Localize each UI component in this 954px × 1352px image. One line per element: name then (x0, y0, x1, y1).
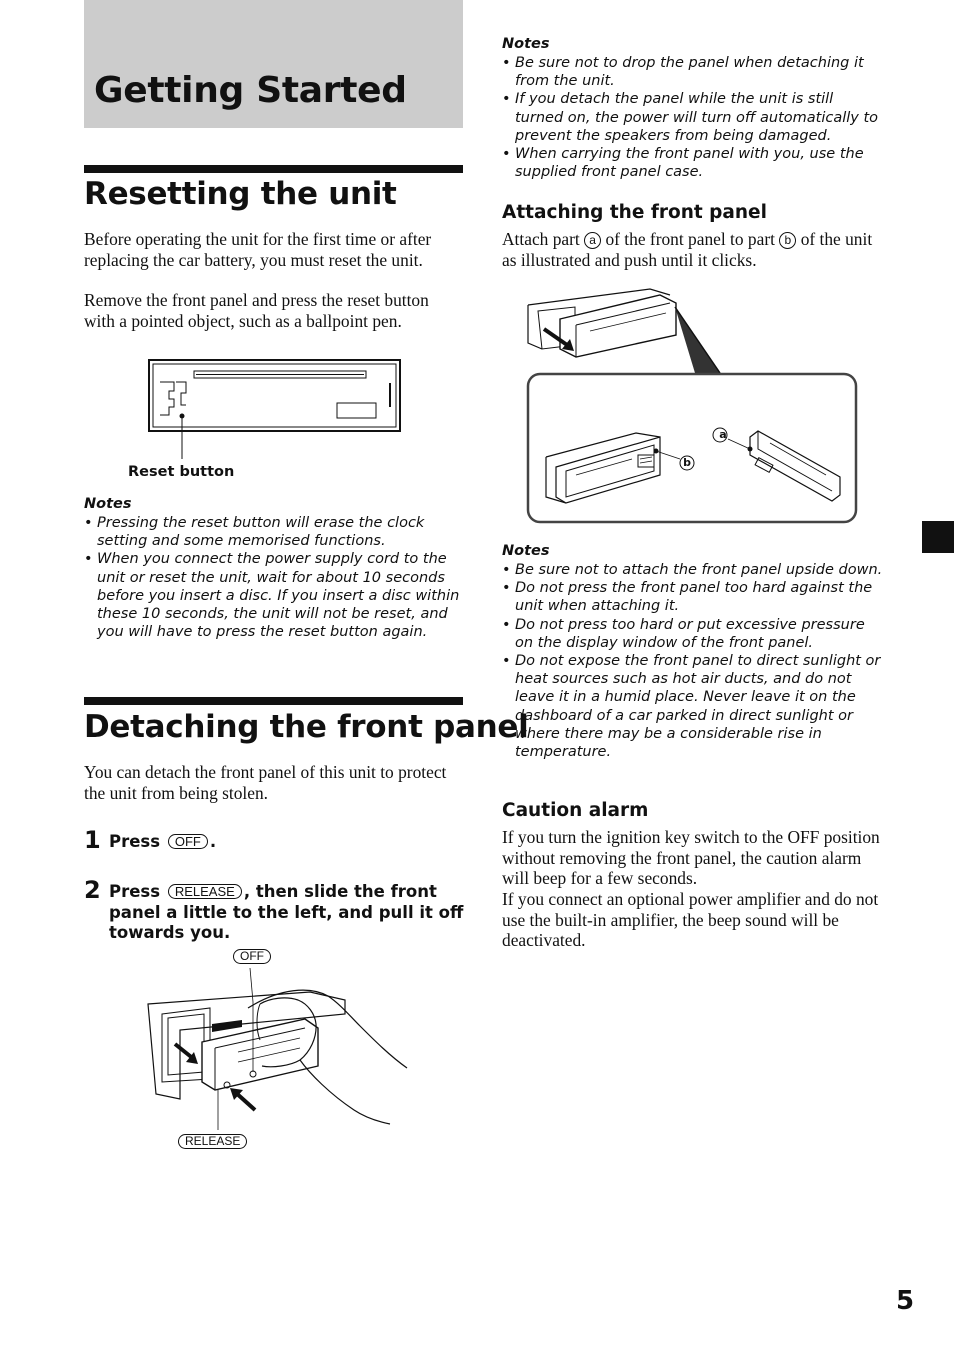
page-number: 5 (896, 1286, 915, 1316)
section-rule-reset (84, 165, 463, 173)
attach-text-1: Attach part (502, 229, 580, 249)
figure-off-label: OFF (233, 949, 271, 964)
attach-note-3: • Do not press too hard or put excessive pressure on the display window of the front panel. (502, 616, 884, 652)
detach-notes-heading: Notes (502, 36, 550, 52)
step-1-suffix: . (209, 832, 217, 851)
step-1-text (109, 832, 464, 853)
caution-heading: Caution alarm (502, 800, 649, 821)
side-thumb-tab (922, 521, 954, 553)
attach-note-2: • Do not press the front panel too hard against the unit when attaching it. (502, 579, 884, 615)
reset-button-figure (140, 355, 410, 465)
reset-para-2: Remove the front panel and press the reset button with a pointed object, such as a ballpoint pen. (84, 290, 429, 331)
detach-illustration (140, 944, 415, 1154)
reset-notes-list (84, 514, 466, 641)
off-key-label: OFF (168, 834, 208, 849)
attach-text-2: of the front panel to part (605, 229, 775, 249)
detach-note-1: • Be sure not to drop the panel when detaching it from the unit. (502, 54, 884, 90)
attach-note-4: • Do not expose the front panel to direct sunlight or heat sources such as hot air ducts, and do not leave it in a humid place. Never leave it on the dashboard of a car parked in direct sunlight or where there may be a considerable rise in temperature. (502, 652, 884, 761)
caution-para-2: If you connect an optional power amplifier and do not use the built-in amplifier, the beep sound will be deactivated. (502, 889, 879, 950)
chapter-title: Getting Started (94, 70, 407, 111)
attach-illustration (520, 285, 865, 530)
figure-release-label: RELEASE (178, 1134, 247, 1149)
step-2-suffix: , then slide the front panel a little to the left, and pull it off towards you. (109, 882, 464, 942)
detach-notes-list (502, 54, 884, 181)
detach-heading: Detaching the front panel (84, 709, 529, 745)
detach-note-3: • When carrying the front panel with you, use the supplied front panel case. (502, 145, 884, 181)
step-1-prefix: Press (109, 832, 161, 851)
reset-note-1: • Pressing the reset button will erase the clock setting and some memorised functions. (84, 514, 466, 550)
attach-heading: Attaching the front panel (502, 202, 767, 223)
reset-notes-heading: Notes (84, 496, 132, 512)
detach-note-2: • If you detach the panel while the unit is still turned on, the power will turn off automatically to prevent the speakers from being damaged. (502, 90, 884, 145)
reset-heading: Resetting the unit (84, 176, 397, 212)
step-1-number: 1 (84, 826, 101, 854)
step-2-number: 2 (84, 876, 101, 904)
caution-para-1: If you turn the ignition key switch to the OFF position without removing the front panel, the caution alarm will beep for a few seconds. (502, 827, 880, 888)
step-2-text (109, 882, 464, 944)
attach-note-1: • Be sure not to attach the front panel upside down. (502, 561, 884, 579)
attach-notes-heading: Notes (502, 543, 550, 559)
attach-notes-list (502, 561, 884, 761)
attach-text-3: of the unit as illustrated and push until it clicks. (502, 229, 873, 270)
reset-para-1: Before operating the unit for the first time or after replacing the car battery, you must reset the unit. (84, 229, 432, 270)
figure-marker-b: b (683, 456, 691, 469)
attach-para (502, 229, 884, 270)
section-rule-detach (84, 697, 463, 705)
figure-marker-a: a (719, 428, 727, 441)
reset-button-caption: Reset button (128, 464, 235, 480)
release-key-label: RELEASE (168, 884, 242, 899)
reset-note-2: • When you connect the power supply cord to the unit or reset the unit, wait for about 10 seconds before you insert a disc. If you insert a disc within these 10 seconds, the unit will not be reset, and you will have to press the reset button again. (84, 550, 466, 641)
part-b-marker: b (779, 232, 796, 249)
step-2-prefix: Press (109, 882, 161, 901)
detach-para: You can detach the front panel of this unit to protect the unit from being stolen. (84, 762, 447, 803)
part-a-marker: a (584, 232, 601, 249)
